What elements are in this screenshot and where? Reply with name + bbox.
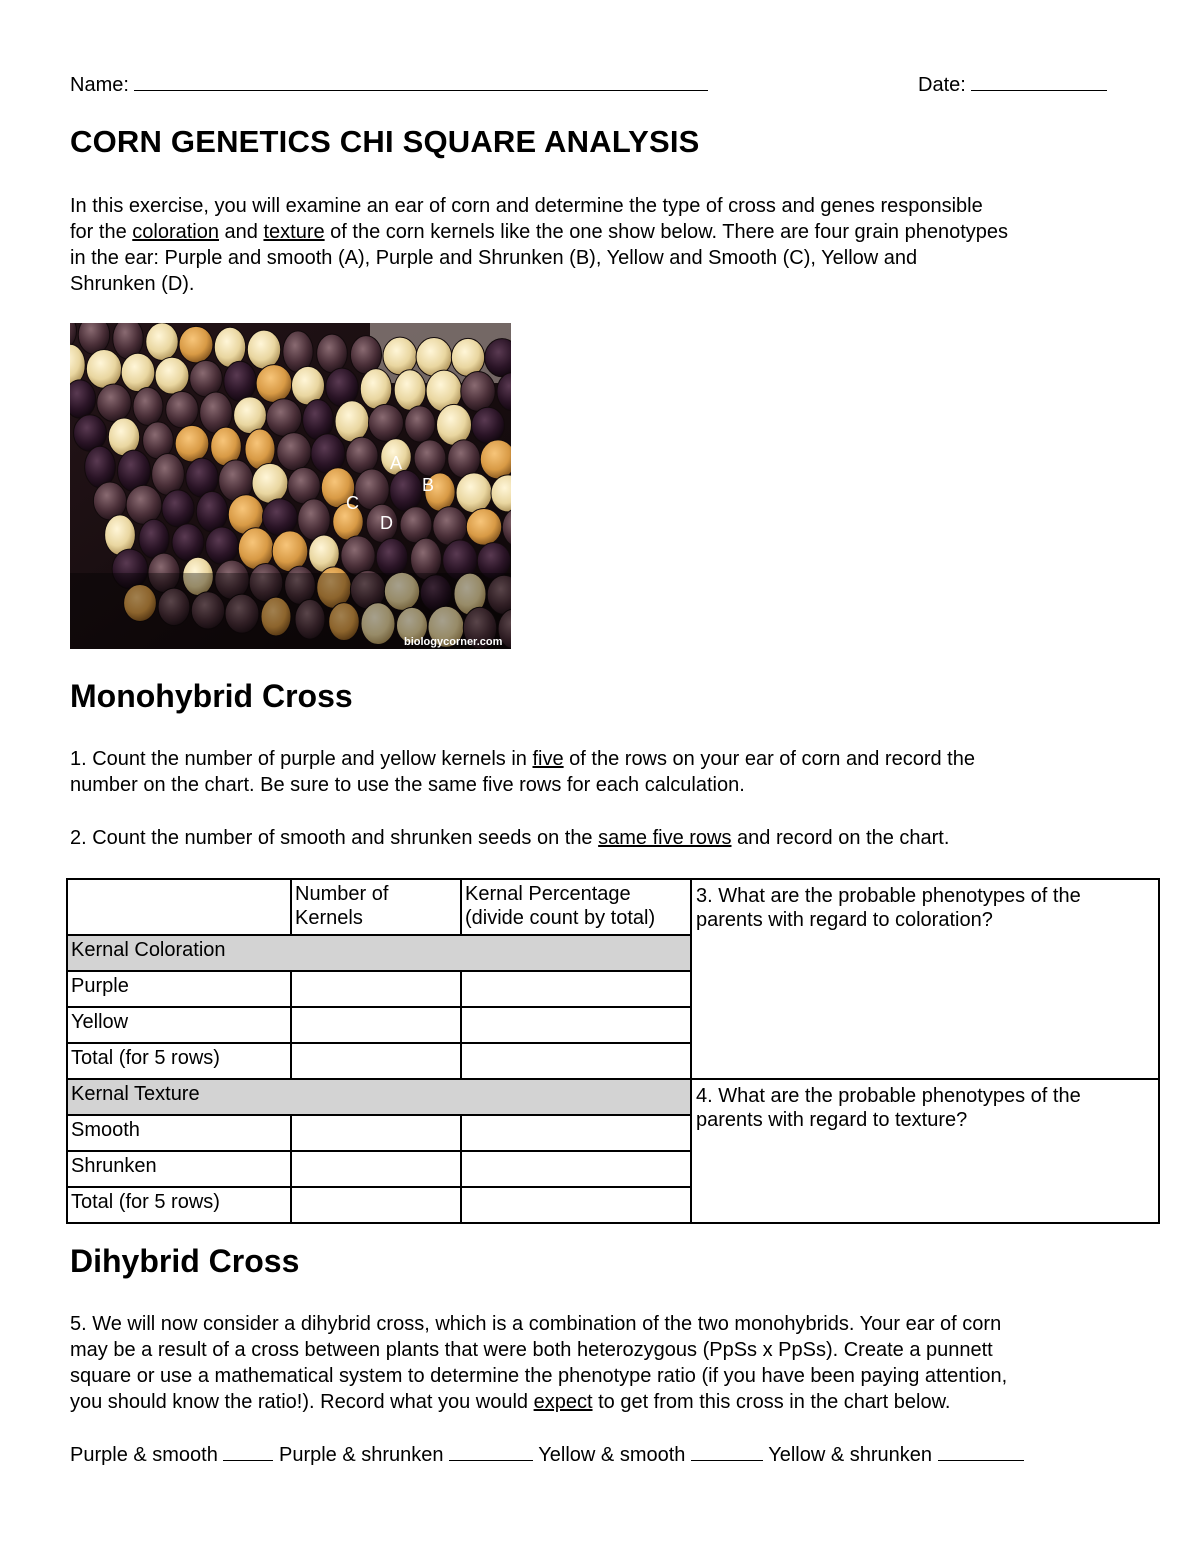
q5-line-1: 5. We will now consider a dihybrid cross, which is a combination of the two monohybrids. Your ear of corn bbox=[70, 1313, 1002, 1335]
corn-ear-photo bbox=[70, 323, 511, 649]
header-count-line-1: Number of bbox=[295, 883, 389, 905]
purple-shrunken-blank[interactable] bbox=[449, 1460, 533, 1461]
corn-kernel bbox=[451, 338, 484, 376]
photo-label-d: D bbox=[380, 513, 393, 533]
question-4-cell[interactable] bbox=[691, 1079, 1159, 1223]
purple-smooth-label: Purple & smooth bbox=[70, 1444, 218, 1466]
yellow-shrunken-blank[interactable] bbox=[938, 1460, 1024, 1461]
q4-line-2: parents with regard to texture? bbox=[696, 1109, 968, 1131]
q1-line-2: number on the chart. Be sure to use the same five rows for each calculation. bbox=[70, 774, 745, 796]
purple-percentage-cell[interactable] bbox=[461, 971, 691, 1007]
corn-kernel bbox=[383, 337, 417, 375]
phenotype-fill-row bbox=[70, 1442, 1150, 1468]
intro-paragraph bbox=[70, 193, 1140, 297]
corn-kernel bbox=[472, 407, 505, 443]
total-coloration-count-cell[interactable] bbox=[291, 1043, 461, 1079]
corn-kernel bbox=[341, 536, 375, 576]
corn-kernel bbox=[162, 490, 194, 527]
purple-shrunken-label: Purple & shrunken bbox=[278, 1444, 444, 1466]
purple-count-cell[interactable] bbox=[291, 971, 461, 1007]
corn-kernel bbox=[466, 509, 501, 546]
row-label-yellow: Yellow bbox=[67, 1007, 291, 1043]
q2-text: and record on the chart. bbox=[731, 827, 950, 849]
intro-text: for the bbox=[70, 221, 133, 243]
corn-kernel bbox=[360, 369, 391, 409]
q5-text: to get from this cross in the chart below. bbox=[592, 1391, 951, 1413]
corn-kernel bbox=[86, 349, 121, 388]
photo-label-a: A bbox=[390, 453, 403, 473]
header-percentage bbox=[461, 879, 691, 935]
smooth-percentage-cell[interactable] bbox=[461, 1115, 691, 1151]
section-coloration: Kernal Coloration bbox=[67, 935, 691, 971]
header-percentage-line-2: (divide count by total) bbox=[465, 907, 656, 929]
corn-kernel bbox=[179, 326, 213, 362]
q1-emphasis: five bbox=[532, 748, 564, 770]
corn-kernel bbox=[437, 404, 472, 445]
corn-kernel bbox=[346, 437, 378, 473]
header-empty-cell bbox=[67, 879, 291, 935]
name-label: Name: bbox=[70, 74, 129, 96]
corn-kernel bbox=[480, 440, 511, 479]
texture-emphasis: texture bbox=[263, 221, 325, 243]
corn-kernel bbox=[97, 384, 131, 422]
intro-line-1: In this exercise, you will examine an ear of corn and determine the type of cross and genes responsible bbox=[70, 195, 983, 217]
corn-kernel bbox=[414, 440, 446, 476]
corn-kernel bbox=[126, 485, 162, 524]
intro-line-2 bbox=[70, 219, 1140, 245]
photo-label-b: B bbox=[422, 475, 435, 495]
name-blank[interactable] bbox=[134, 90, 708, 91]
corn-kernel bbox=[376, 538, 408, 576]
header-count-line-2: Kernels bbox=[295, 907, 363, 929]
corn-kernel bbox=[146, 323, 178, 361]
date-blank[interactable] bbox=[971, 90, 1107, 91]
corn-kernel bbox=[448, 440, 481, 478]
corn-kernel bbox=[369, 404, 404, 441]
intro-text: and bbox=[218, 221, 264, 243]
corn-kernel bbox=[152, 453, 185, 495]
corn-kernel bbox=[190, 360, 223, 397]
corn-kernel bbox=[390, 470, 423, 511]
yellow-shrunken-label: Yellow & shrunken bbox=[768, 1444, 932, 1466]
intro-line-4: Shrunken (D). bbox=[70, 273, 195, 295]
question-5 bbox=[70, 1311, 1150, 1415]
q3-line-2: parents with regard to coloration? bbox=[696, 909, 993, 931]
corn-kernel bbox=[266, 399, 301, 437]
corn-kernel bbox=[461, 371, 495, 411]
date-field-row bbox=[918, 72, 1107, 98]
corn-illustration bbox=[70, 323, 511, 649]
page-title: CORN GENETICS CHI SQUARE ANALYSIS bbox=[70, 124, 700, 159]
header-percentage-line-1: Kernal Percentage bbox=[465, 883, 631, 905]
corn-kernel bbox=[252, 463, 288, 503]
corn-kernel bbox=[335, 401, 369, 442]
corn-kernel bbox=[288, 467, 321, 503]
corn-kernel bbox=[93, 482, 126, 520]
q5-text: you should know the ratio!). Record what you would bbox=[70, 1391, 534, 1413]
date-label: Date: bbox=[918, 74, 966, 96]
corn-kernel bbox=[172, 524, 204, 561]
question-1 bbox=[70, 746, 1140, 798]
question-2 bbox=[70, 825, 1140, 851]
photo-watermark: biologycorner.com bbox=[404, 636, 503, 648]
corn-kernel bbox=[139, 519, 169, 558]
shrunken-percentage-cell[interactable] bbox=[461, 1151, 691, 1187]
photo-label-c: C bbox=[346, 493, 359, 513]
name-field-row bbox=[70, 72, 708, 98]
corn-kernel bbox=[74, 415, 107, 451]
corn-kernel bbox=[277, 433, 311, 471]
dihybrid-heading: Dihybrid Cross bbox=[70, 1243, 300, 1279]
table-header-row bbox=[67, 879, 1159, 935]
corn-kernel bbox=[355, 469, 390, 510]
q2-emphasis: same five rows bbox=[598, 827, 732, 849]
corn-kernel bbox=[121, 353, 155, 391]
yellow-smooth-blank[interactable] bbox=[691, 1460, 763, 1461]
yellow-percentage-cell[interactable] bbox=[461, 1007, 691, 1043]
header-count bbox=[291, 879, 461, 935]
row-label-shrunken: Shrunken bbox=[67, 1151, 291, 1187]
total-coloration-percentage-cell[interactable] bbox=[461, 1043, 691, 1079]
row-label-total-coloration: Total (for 5 rows) bbox=[67, 1043, 291, 1079]
corn-kernel bbox=[456, 473, 492, 513]
q1-text: of the rows on your ear of corn and record the bbox=[563, 748, 975, 770]
corn-kernel bbox=[405, 406, 435, 442]
corn-kernel bbox=[175, 425, 209, 462]
q5-line-4 bbox=[70, 1389, 1150, 1415]
question-3-cell[interactable] bbox=[691, 879, 1159, 1079]
corn-kernel bbox=[224, 361, 256, 401]
corn-kernel bbox=[166, 391, 199, 428]
row-label-smooth: Smooth bbox=[67, 1115, 291, 1151]
corn-kernel bbox=[263, 499, 298, 536]
kernel-data-table bbox=[66, 878, 1160, 1224]
corn-kernel bbox=[206, 527, 239, 564]
shrunken-count-cell[interactable] bbox=[291, 1151, 461, 1187]
corn-kernel bbox=[394, 370, 426, 411]
yellow-smooth-label: Yellow & smooth bbox=[538, 1444, 686, 1466]
corn-kernel bbox=[247, 330, 280, 369]
row-label-purple: Purple bbox=[67, 971, 291, 1007]
monohybrid-heading: Monohybrid Cross bbox=[70, 678, 353, 714]
q5-line-2: may be a result of a cross between plants that were both heterozygous (PpSs x PpSs). Create a punnett bbox=[70, 1339, 993, 1361]
corn-kernel bbox=[298, 499, 331, 540]
corn-kernel bbox=[155, 357, 189, 394]
table-row bbox=[67, 1079, 1159, 1115]
corn-kernel bbox=[400, 507, 432, 543]
section-texture: Kernal Texture bbox=[67, 1079, 691, 1115]
corn-kernel bbox=[317, 334, 348, 373]
coloration-emphasis: coloration bbox=[132, 221, 219, 243]
purple-smooth-blank[interactable] bbox=[223, 1460, 273, 1461]
corn-kernel bbox=[85, 446, 116, 487]
corn-kernel bbox=[256, 365, 292, 403]
q4-line-1: 4. What are the probable phenotypes of the bbox=[696, 1085, 1081, 1107]
total-texture-percentage-cell[interactable] bbox=[461, 1187, 691, 1223]
q1-line-1 bbox=[70, 746, 1140, 772]
total-texture-count-cell[interactable] bbox=[291, 1187, 461, 1223]
smooth-count-cell[interactable] bbox=[291, 1115, 461, 1151]
corn-kernel bbox=[70, 380, 96, 418]
corn-kernel bbox=[196, 491, 227, 531]
q5-emphasis: expect bbox=[533, 1391, 593, 1413]
q3-line-1: 3. What are the probable phenotypes of the bbox=[696, 885, 1081, 907]
row-label-total-texture: Total (for 5 rows) bbox=[67, 1187, 291, 1223]
q1-text: 1. Count the number of purple and yellow kernels in bbox=[70, 748, 533, 770]
q2-text: 2. Count the number of smooth and shrunken seeds on the bbox=[70, 827, 599, 849]
yellow-count-cell[interactable] bbox=[291, 1007, 461, 1043]
intro-line-3: in the ear: Purple and smooth (A), Purple and Shrunken (B), Yellow and Smooth (C), Yellow and bbox=[70, 247, 918, 269]
corn-kernel bbox=[133, 387, 163, 425]
corn-kernel bbox=[234, 397, 267, 434]
intro-text: of the corn kernels like the one show below. There are four grain phenotypes bbox=[324, 221, 1009, 243]
q5-line-3: square or use a mathematical system to determine the phenotype ratio (if you have been paying attention, bbox=[70, 1365, 1008, 1387]
corn-kernel bbox=[272, 531, 308, 572]
